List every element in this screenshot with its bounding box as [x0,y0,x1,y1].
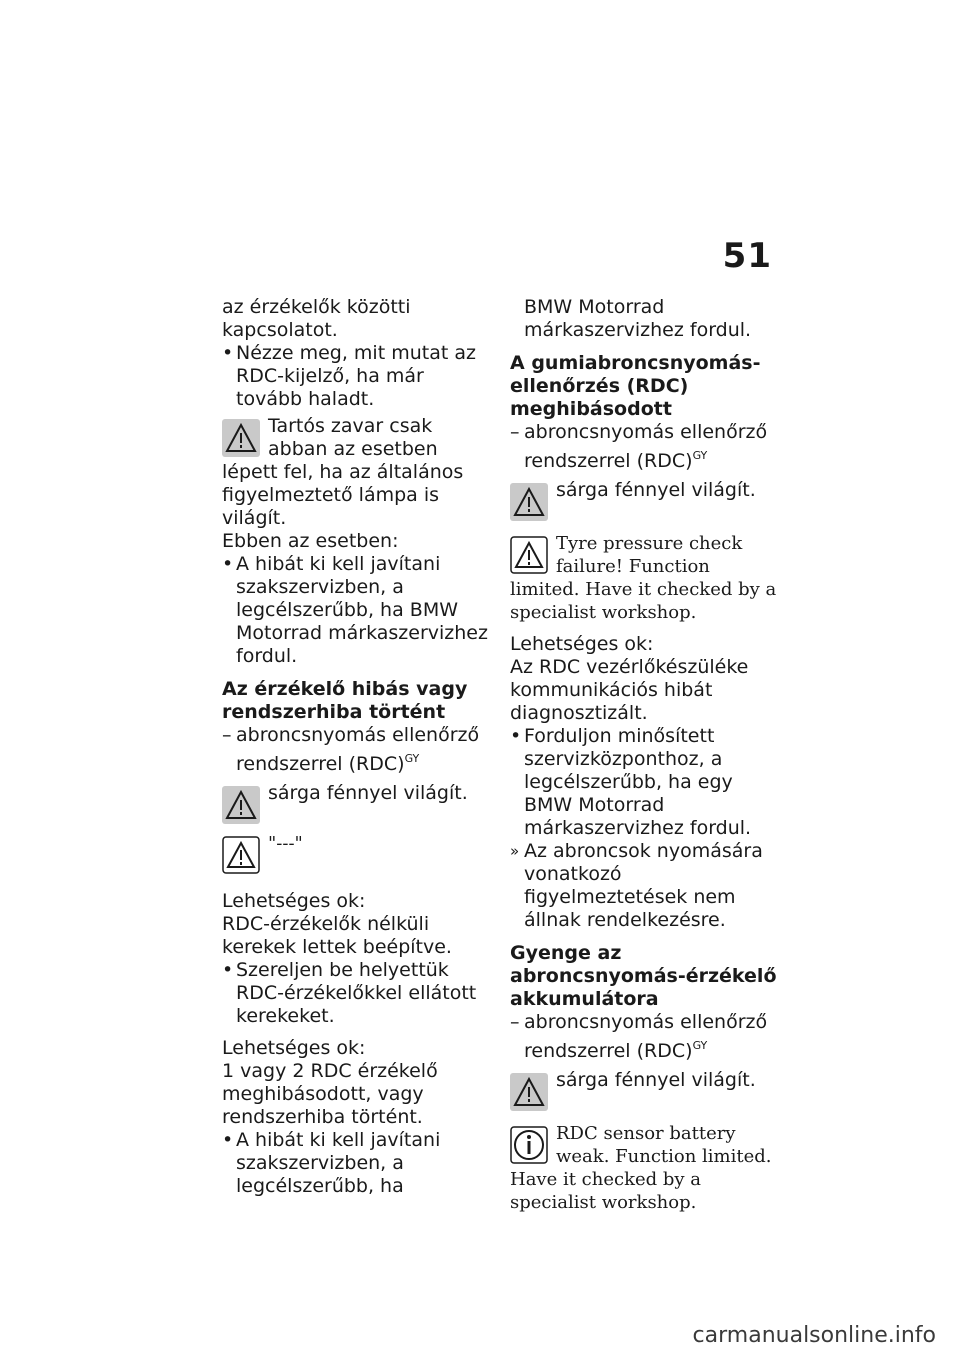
info-icon [510,1126,548,1164]
section-heading: Az érzékelő hibás vagy rendszerhiba történt [222,678,468,723]
display-message: Tyre pressure check failure! Function limited. Have it checked by a specialist workshop. [510,533,777,623]
warning-outline-icon [510,536,548,574]
result-item: » Az abroncsok nyomására vonatkozó figyelmeztetések nem állnak rendelkezésre. [510,840,763,931]
section-heading: Gyenge az abroncsnyomás-érzékelő akkumulátora [510,942,777,1010]
warning-triangle-icon [510,1073,548,1111]
right-column [510,296,782,1214]
bullet-icon: • [510,725,522,747]
result-arrow-icon: » [510,842,520,860]
watermark: carmanualsonline.info [692,1323,936,1348]
dash-item: – abroncsnyomás ellenőrző rendszerrel (RDC)$^{GY}$ [222,724,480,775]
warning-triangle-icon [222,419,260,457]
warning-triangle-icon [222,786,260,824]
paragraph: 1 vagy 2 RDC érzékelő meghibásodott, vagy rendszerhiba történt. [222,1060,438,1128]
list-item: • Szereljen be helyettük RDC-érzékelőkkel ellátott kerekeket. [222,959,477,1027]
page-number: 51 [722,236,772,276]
bullet-icon: • [222,1129,234,1151]
paragraph: RDC-érzékelők nélküli kerekek lettek beépítve. [222,913,452,958]
list-item: • A hibát ki kell javítani szakszervizben, a legcélszerűbb, ha [222,1129,441,1197]
paragraph: BMW Motorrad márkaszervizhez fordul. [524,296,752,341]
paragraph: Lehetséges ok: [510,633,654,655]
warning-outline-icon [222,836,260,874]
symbol-row: sárga fénnyel világít. [510,1069,782,1113]
paragraph: Ebben az esetben: [222,530,399,552]
paragraph: Lehetséges ok: [222,890,366,912]
symbol-row: sárga fénnyel világít. [510,479,782,523]
list-item: • A hibát ki kell javítani szakszervizben, a legcélszerűbb, ha BMW Motorrad márkaszervizhez fordul. [222,553,488,667]
bullet-icon: • [222,342,234,364]
list-item: • Forduljon minősített szervizközponthoz, a legcélszerűbb, ha egy BMW Motorrad márkaszervizhez fordul. [510,725,752,839]
paragraph: az érzékelők közötti kapcsolatot. [222,296,411,341]
symbol-row: sárga fénnyel világít. [222,782,494,826]
symbol-row: "---" [222,832,494,876]
display-message: RDC sensor battery weak. Function limited. Have it checked by a specialist workshop. [510,1123,772,1213]
left-column [222,296,494,1198]
paragraph: Az RDC vezérlőkészüléke kommunikációs hibát diagnosztizált. [510,656,749,724]
bullet-icon: • [222,959,234,981]
section-heading: A gumiabroncsnyomás-ellenőrzés (RDC) meghibásodott [510,352,761,420]
dash-item: – abroncsnyomás ellenőrző rendszerrel (RDC)$^{GY}$ [510,1011,768,1062]
dash-item: – abroncsnyomás ellenőrző rendszerrel (RDC)$^{GY}$ [510,421,768,472]
paragraph: Lehetséges ok: [222,1037,366,1059]
warning-note: Tartós zavar csak abban az esetben lépett fel, ha az általános figyelmeztető lámpa is világít. [222,415,464,529]
list-item: • Nézze meg, mit mutat az RDC-kijelző, ha már tovább haladt. [222,342,476,410]
warning-triangle-icon [510,483,548,521]
bullet-icon: • [222,553,234,575]
